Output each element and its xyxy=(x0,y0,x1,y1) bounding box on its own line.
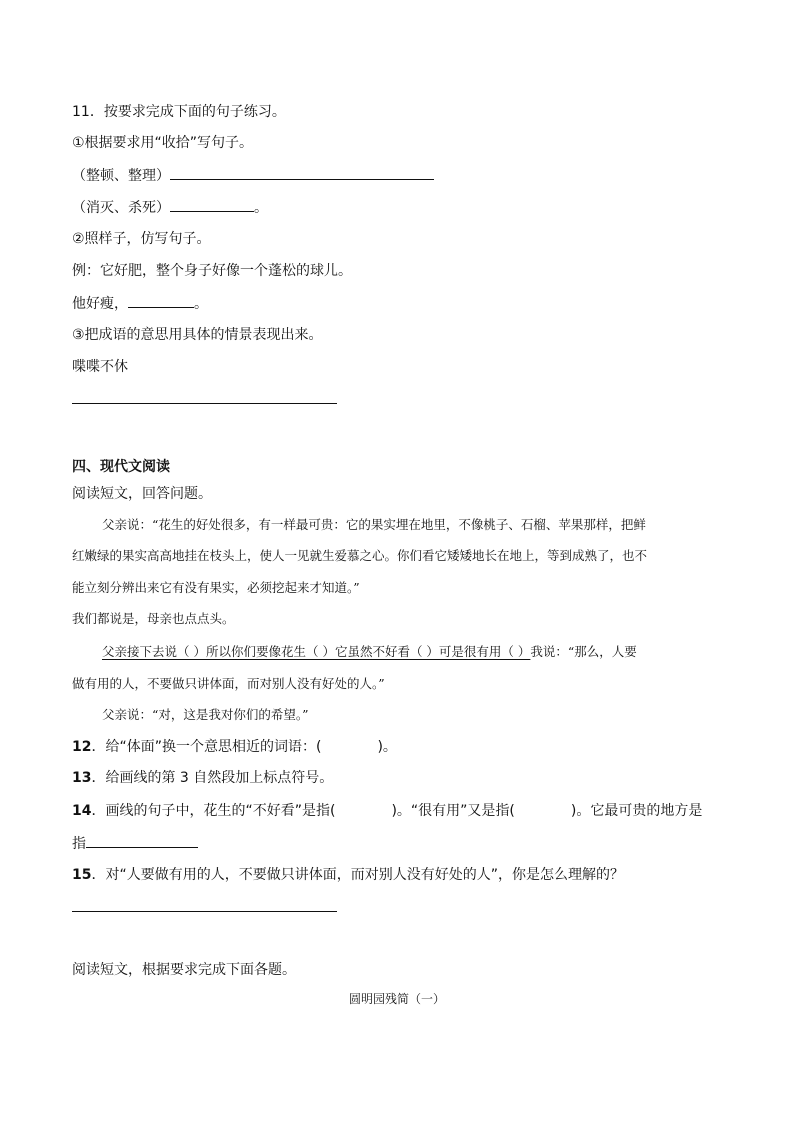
q11-item2 xyxy=(72,197,268,218)
q11-fill-prefix: 他好瘦， xyxy=(72,296,128,312)
q12-text: ．给“体面”换一个意思相近的词语：( )。 xyxy=(91,739,397,755)
q11-item1-prefix: （整顿、整理） xyxy=(72,168,170,184)
q14-number: 14 xyxy=(72,803,92,819)
q14-line2-prefix: 指 xyxy=(72,836,86,852)
q11-item1 xyxy=(72,165,434,186)
q11-sub2: ②照样子，仿写句子。 xyxy=(72,231,211,247)
section4-heading: 四、现代文阅读 xyxy=(72,459,170,475)
passage-p3-line2: 做有用的人，不要做只讲体面，而对别人没有好处的人。” xyxy=(72,676,385,691)
q15-text: ．对“人要做有用的人，不要做只讲体面，而对别人没有好处的人”，你是怎么理解的？ xyxy=(91,867,624,883)
q11-item2-prefix: （消灭、杀死） xyxy=(72,200,170,216)
q11-item2-suffix: 。 xyxy=(254,200,268,216)
passage-p1-line1: 父亲说：“花生的好处很多，有一样最可贵：它的果实埋在地里，不像桃子、石榴、苹果那样，把鲜 xyxy=(102,517,646,532)
passage-p2: 我们都说是，母亲也点点头。 xyxy=(72,611,235,626)
page-footer: 圆明园残简（一） xyxy=(348,992,445,1006)
q11-sub1: ①根据要求用“收拾”写句子。 xyxy=(72,135,254,151)
q11-idiom: 喋喋不休 xyxy=(72,359,128,375)
q12 xyxy=(72,737,397,757)
q11-item2-answer-blank[interactable] xyxy=(170,197,254,212)
q14-text: ．画线的句子中，花生的“不好看”是指( )。“很有用”又是指( )。它最可贵的地方是 xyxy=(91,803,703,819)
q11-fill xyxy=(72,293,208,314)
q13 xyxy=(72,768,333,788)
q11-title xyxy=(72,102,286,122)
passage-p3-rest: 我说：“那么，人要 xyxy=(530,644,637,659)
q15-answer-line[interactable] xyxy=(72,911,337,912)
q11-idiom-answer-line[interactable] xyxy=(72,403,337,404)
q11-fill-blank[interactable] xyxy=(128,293,194,308)
q15-number: 15 xyxy=(72,867,92,883)
next-reading-instruction: 阅读短文，根据要求完成下面各题。 xyxy=(72,962,296,978)
section4-instruction: 阅读短文，回答问题。 xyxy=(72,486,212,502)
q11-item1-answer-blank[interactable] xyxy=(170,165,434,180)
q15 xyxy=(72,865,624,885)
q11-example: 例：它好肥，整个身子好像一个蓬松的球儿。 xyxy=(72,263,352,279)
q13-number: 13 xyxy=(72,770,92,786)
q14-answer-blank[interactable] xyxy=(86,833,198,848)
passage-p4: 父亲说：“对，这是我对你们的希望。” xyxy=(102,707,309,722)
passage-p1-line2: 红嫩绿的果实高高地挂在枝头上，使人一见就生爱慕之心。你们看它矮矮地长在地上，等到成熟了，也不 xyxy=(72,548,648,563)
q14-line1 xyxy=(72,801,702,821)
q11-sub3: ③把成语的意思用具体的情景表现出来。 xyxy=(72,327,323,343)
q12-number: 12 xyxy=(72,739,92,755)
q11-fill-suffix: 。 xyxy=(194,296,208,312)
q11-title-text: 11．按要求完成下面的句子练习。 xyxy=(72,104,286,120)
passage-p1-line3: 能立刻分辨出来它有没有果实，必须挖起来才知道。” xyxy=(72,580,360,595)
q14-line2 xyxy=(72,833,198,854)
q13-text: ．给画线的第 3 自然段加上标点符号。 xyxy=(91,770,334,786)
passage-p3-line1 xyxy=(102,643,637,661)
passage-p3-underlined: 父亲接下去说（ ）所以你们要像花生（ ）它虽然不好看（ ）可是很有用（ ） xyxy=(102,644,531,659)
